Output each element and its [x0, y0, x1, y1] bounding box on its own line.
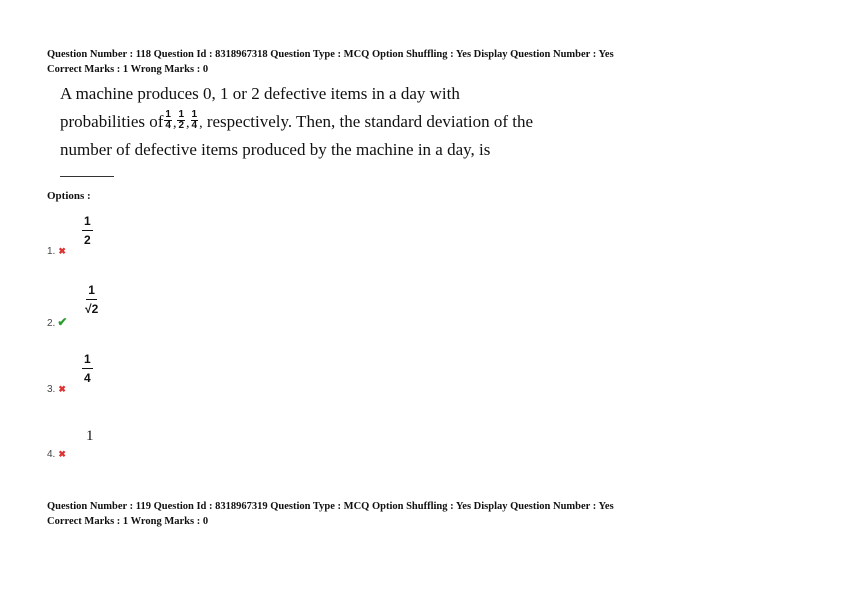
option-2-denominator: √2: [85, 302, 99, 316]
option-4-label: [47, 449, 66, 460]
fraction-3-numerator: 1: [191, 108, 198, 120]
question-text-line-3: number of defective items produced by the machine in a day, is: [60, 140, 491, 159]
option-3-value: [82, 352, 93, 385]
question-text-prefix: probabilities of: [60, 112, 164, 131]
option-1-denominator: 2: [84, 233, 91, 247]
option-3-denominator: 4: [84, 371, 91, 385]
fraction-1: [164, 110, 172, 131]
option-1-numerator: 1: [82, 214, 93, 231]
question-marks-118: Correct Marks : 1 Wrong Marks : 0: [47, 64, 209, 75]
fraction-2-denominator: 2: [178, 119, 185, 131]
option-1-value: [82, 214, 93, 247]
fraction-1-numerator: 1: [165, 108, 171, 120]
wrong-icon: ✖: [58, 246, 66, 256]
options-label: Options :: [47, 190, 91, 202]
option-2-value: [85, 283, 98, 316]
option-2-label: [47, 315, 67, 329]
fraction-2-numerator: 1: [178, 108, 185, 120]
fraction-1-denominator: 4: [165, 119, 171, 131]
option-3-numerator: 1: [82, 352, 93, 369]
option-3-label: [47, 384, 66, 395]
question-text-line-2: [60, 108, 533, 138]
wrong-icon: ✖: [58, 449, 66, 459]
option-2-numerator: 1: [86, 283, 97, 300]
option-4-value: 1: [86, 428, 94, 444]
wrong-icon: ✖: [58, 384, 66, 394]
fraction-2: [177, 110, 185, 131]
option-4-number: 4.: [47, 449, 56, 460]
question-meta-118: Question Number : 118 Question Id : 8318967318 Question Type : MCQ Option Shuffling : Yes Display Question Number : Yes: [47, 49, 614, 60]
correct-icon: ✔: [57, 315, 68, 329]
question-text-suffix: respectively. Then, the standard deviation of the: [202, 112, 534, 131]
option-2-number: 2.: [47, 318, 56, 329]
question-text-line-1: A machine produces 0, 1 or 2 defective items in a day with: [60, 84, 460, 103]
fraction-3-denominator: 4: [191, 119, 198, 131]
divider: [60, 176, 114, 177]
separator-3: ,: [199, 116, 203, 131]
option-1-number: 1.: [47, 246, 56, 257]
separator-2: ,: [186, 116, 190, 131]
question-marks-119: Correct Marks : 1 Wrong Marks : 0: [47, 516, 209, 527]
fraction-3: [191, 110, 199, 131]
separator-1: ,: [172, 116, 177, 131]
option-3-number: 3.: [47, 384, 56, 395]
question-meta-119: Question Number : 119 Question Id : 8318967319 Question Type : MCQ Option Shuffling : Yes Display Question Number : Yes: [47, 501, 614, 512]
option-1-label: [47, 246, 66, 257]
